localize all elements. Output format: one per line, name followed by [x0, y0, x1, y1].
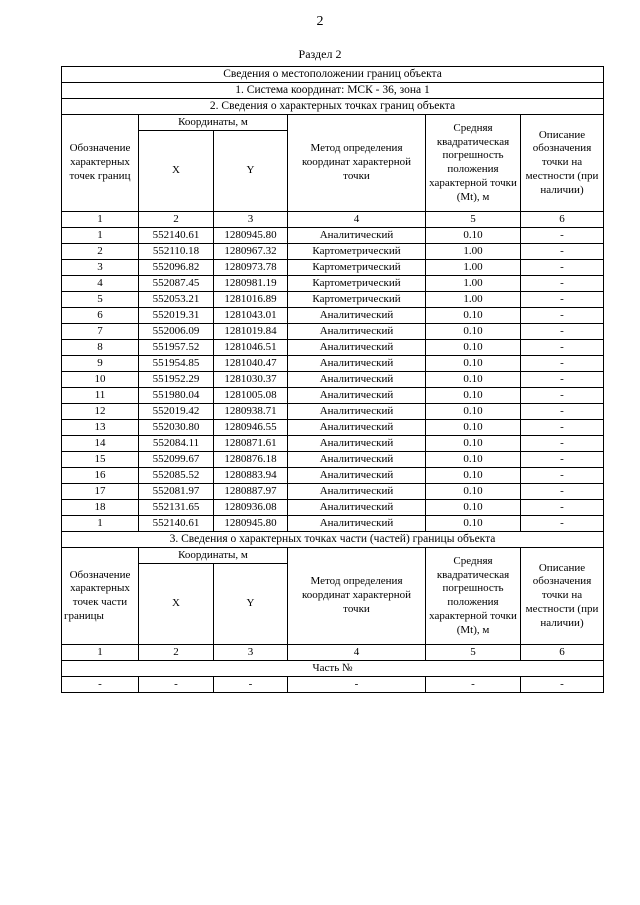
- x-coordinate-cell: 552110.18: [139, 244, 214, 260]
- y-coordinate-cell: 1280946.55: [214, 420, 288, 436]
- error-cell: 0.10: [426, 484, 521, 500]
- table-row: [62, 452, 604, 468]
- x-coordinate-cell: 552096.82: [139, 260, 214, 276]
- error-cell: 1.00: [426, 260, 521, 276]
- point-name-cell: 7: [62, 324, 139, 340]
- column-number: 4: [288, 212, 426, 228]
- point-name-cell: 18: [62, 500, 139, 516]
- method-cell: Аналитический: [288, 228, 426, 244]
- y-coordinate-cell: 1280981.19: [214, 276, 288, 292]
- s3-header-error: Средняя квадратическая погрешность положения характерной точки (Mt), м: [426, 548, 521, 645]
- column-number: 2: [139, 645, 214, 661]
- column-number: 6: [521, 212, 604, 228]
- point-name-cell: 5: [62, 292, 139, 308]
- s2-header-coordinates: Координаты, м: [139, 115, 288, 131]
- method-cell: Аналитический: [288, 516, 426, 532]
- error-cell: 0.10: [426, 436, 521, 452]
- method-cell: Аналитический: [288, 356, 426, 372]
- table-row: [62, 388, 604, 404]
- s2-header-designation: Обозначение характерных точек границ: [62, 115, 139, 212]
- method-cell: Аналитический: [288, 484, 426, 500]
- x-coordinate-cell: 552081.97: [139, 484, 214, 500]
- column-number: 5: [426, 645, 521, 661]
- method-cell: Аналитический: [288, 500, 426, 516]
- point-name-cell: 6: [62, 308, 139, 324]
- description-cell: -: [521, 436, 604, 452]
- s3-empty-row: [62, 677, 604, 693]
- description-cell: -: [521, 244, 604, 260]
- error-cell: 0.10: [426, 404, 521, 420]
- description-cell: -: [521, 276, 604, 292]
- y-coordinate-cell: 1280945.80: [214, 516, 288, 532]
- description-cell: -: [521, 228, 604, 244]
- x-coordinate-cell: 552084.11: [139, 436, 214, 452]
- error-cell: 0.10: [426, 228, 521, 244]
- column-number: 1: [62, 645, 139, 661]
- x-coordinate-cell: 552140.61: [139, 228, 214, 244]
- table-row: [62, 244, 604, 260]
- error-cell: 0.10: [426, 372, 521, 388]
- table-row: [62, 500, 604, 516]
- method-cell: Аналитический: [288, 468, 426, 484]
- x-coordinate-cell: 552131.65: [139, 500, 214, 516]
- table-row: [62, 436, 604, 452]
- x-coordinate-cell: 552019.42: [139, 404, 214, 420]
- s2-header-x: X: [139, 131, 214, 212]
- y-coordinate-cell: 1281043.01: [214, 308, 288, 324]
- point-name-cell: 10: [62, 372, 139, 388]
- x-coordinate-cell: 551952.29: [139, 372, 214, 388]
- section3-title: 3. Сведения о характерных точках части (частей) границы объекта: [62, 532, 604, 548]
- point-name-cell: 15: [62, 452, 139, 468]
- s2-header-y: Y: [214, 131, 288, 212]
- description-cell: -: [521, 452, 604, 468]
- section-title: Раздел 2: [298, 47, 342, 61]
- y-coordinate-cell: 1281019.84: [214, 324, 288, 340]
- description-cell: -: [521, 500, 604, 516]
- x-coordinate-cell: 552019.31: [139, 308, 214, 324]
- table-row: [62, 356, 604, 372]
- error-cell: 0.10: [426, 468, 521, 484]
- y-coordinate-cell: 1281046.51: [214, 340, 288, 356]
- column-number: 1: [62, 212, 139, 228]
- method-cell: Аналитический: [288, 404, 426, 420]
- method-cell: Аналитический: [288, 452, 426, 468]
- method-cell: Картометрический: [288, 276, 426, 292]
- x-coordinate-cell: 551980.04: [139, 388, 214, 404]
- coordinate-system: 1. Система координат: МСК - 36, зона 1: [62, 83, 604, 99]
- x-coordinate-cell: 552140.61: [139, 516, 214, 532]
- x-coordinate-cell: 551954.85: [139, 356, 214, 372]
- x-coordinate-cell: 552006.09: [139, 324, 214, 340]
- point-name-cell: 4: [62, 276, 139, 292]
- description-cell: -: [521, 372, 604, 388]
- error-cell: 0.10: [426, 340, 521, 356]
- y-coordinate-cell: 1280938.71: [214, 404, 288, 420]
- x-coordinate-cell: 552053.21: [139, 292, 214, 308]
- s3-header-designation: Обозначение характерных точек части границы: [62, 548, 139, 645]
- table-cell: -: [62, 677, 139, 693]
- s2-header-description: Описание обозначения точки на местности (при наличии): [521, 115, 604, 212]
- table-title: Сведения о местоположении границ объекта: [62, 67, 604, 83]
- point-name-cell: 17: [62, 484, 139, 500]
- error-cell: 0.10: [426, 516, 521, 532]
- description-cell: -: [521, 516, 604, 532]
- y-coordinate-cell: 1280883.94: [214, 468, 288, 484]
- table-row: [62, 516, 604, 532]
- point-name-cell: 13: [62, 420, 139, 436]
- s3-header-method: Метод определения координат характерной точки: [288, 548, 426, 645]
- error-cell: 0.10: [426, 356, 521, 372]
- table-row: [62, 340, 604, 356]
- error-cell: 0.10: [426, 500, 521, 516]
- column-number: 6: [521, 645, 604, 661]
- error-cell: 1.00: [426, 292, 521, 308]
- table-cell: -: [521, 677, 604, 693]
- error-cell: 0.10: [426, 388, 521, 404]
- s3-header-x: X: [139, 564, 214, 645]
- table-row: [62, 292, 604, 308]
- method-cell: Аналитический: [288, 308, 426, 324]
- y-coordinate-cell: 1281030.37: [214, 372, 288, 388]
- x-coordinate-cell: 551957.52: [139, 340, 214, 356]
- column-number: 5: [426, 212, 521, 228]
- description-cell: -: [521, 388, 604, 404]
- x-coordinate-cell: 552087.45: [139, 276, 214, 292]
- s3-header-coordinates: Координаты, м: [139, 548, 288, 564]
- y-coordinate-cell: 1280967.32: [214, 244, 288, 260]
- description-cell: -: [521, 356, 604, 372]
- table-cell: -: [214, 677, 288, 693]
- table-row: [62, 404, 604, 420]
- y-coordinate-cell: 1280887.97: [214, 484, 288, 500]
- description-cell: -: [521, 340, 604, 356]
- method-cell: Картометрический: [288, 260, 426, 276]
- s3-column-numbers: [62, 645, 604, 661]
- s3-header-y: Y: [214, 564, 288, 645]
- error-cell: 0.10: [426, 324, 521, 340]
- method-cell: Картометрический: [288, 292, 426, 308]
- page-number: 2: [316, 14, 324, 29]
- method-cell: Аналитический: [288, 372, 426, 388]
- y-coordinate-cell: 1280973.78: [214, 260, 288, 276]
- y-coordinate-cell: 1281040.47: [214, 356, 288, 372]
- method-cell: Аналитический: [288, 340, 426, 356]
- point-name-cell: 2: [62, 244, 139, 260]
- section2-title: 2. Сведения о характерных точках границ объекта: [62, 99, 604, 115]
- method-cell: Аналитический: [288, 420, 426, 436]
- table-cell: -: [426, 677, 521, 693]
- error-cell: 0.10: [426, 420, 521, 436]
- x-coordinate-cell: 552099.67: [139, 452, 214, 468]
- error-cell: 1.00: [426, 276, 521, 292]
- table-row: [62, 372, 604, 388]
- table-row: [62, 228, 604, 244]
- description-cell: -: [521, 308, 604, 324]
- y-coordinate-cell: 1281005.08: [214, 388, 288, 404]
- s2-column-numbers: [62, 212, 604, 228]
- method-cell: Аналитический: [288, 436, 426, 452]
- boundary-table: [61, 66, 604, 693]
- x-coordinate-cell: 552030.80: [139, 420, 214, 436]
- method-cell: Аналитический: [288, 324, 426, 340]
- method-cell: Аналитический: [288, 388, 426, 404]
- y-coordinate-cell: 1280936.08: [214, 500, 288, 516]
- table-row: [62, 260, 604, 276]
- point-name-cell: 12: [62, 404, 139, 420]
- description-cell: -: [521, 404, 604, 420]
- description-cell: -: [521, 324, 604, 340]
- point-name-cell: 3: [62, 260, 139, 276]
- point-name-cell: 14: [62, 436, 139, 452]
- description-cell: -: [521, 468, 604, 484]
- y-coordinate-cell: 1280871.61: [214, 436, 288, 452]
- method-cell: Картометрический: [288, 244, 426, 260]
- table-row: [62, 276, 604, 292]
- s3-header-description: Описание обозначения точки на местности (при наличии): [521, 548, 604, 645]
- part-label: Часть №: [62, 661, 604, 677]
- description-cell: -: [521, 260, 604, 276]
- y-coordinate-cell: 1280945.80: [214, 228, 288, 244]
- x-coordinate-cell: 552085.52: [139, 468, 214, 484]
- table-row: [62, 468, 604, 484]
- point-name-cell: 11: [62, 388, 139, 404]
- table-row: [62, 484, 604, 500]
- s2-header-method: Метод определения координат характерной точки: [288, 115, 426, 212]
- description-cell: -: [521, 484, 604, 500]
- table-row: [62, 308, 604, 324]
- description-cell: -: [521, 292, 604, 308]
- column-number: 2: [139, 212, 214, 228]
- description-cell: -: [521, 420, 604, 436]
- point-name-cell: 8: [62, 340, 139, 356]
- error-cell: 0.10: [426, 308, 521, 324]
- column-number: 3: [214, 645, 288, 661]
- point-name-cell: 1: [62, 516, 139, 532]
- table-row: [62, 324, 604, 340]
- s2-header-error: Средняя квадратическая погрешность положения характерной точки (Mt), м: [426, 115, 521, 212]
- error-cell: 1.00: [426, 244, 521, 260]
- column-number: 3: [214, 212, 288, 228]
- point-name-cell: 16: [62, 468, 139, 484]
- point-name-cell: 9: [62, 356, 139, 372]
- table-row: [62, 420, 604, 436]
- table-cell: -: [139, 677, 214, 693]
- point-name-cell: 1: [62, 228, 139, 244]
- y-coordinate-cell: 1280876.18: [214, 452, 288, 468]
- y-coordinate-cell: 1281016.89: [214, 292, 288, 308]
- column-number: 4: [288, 645, 426, 661]
- error-cell: 0.10: [426, 452, 521, 468]
- table-cell: -: [288, 677, 426, 693]
